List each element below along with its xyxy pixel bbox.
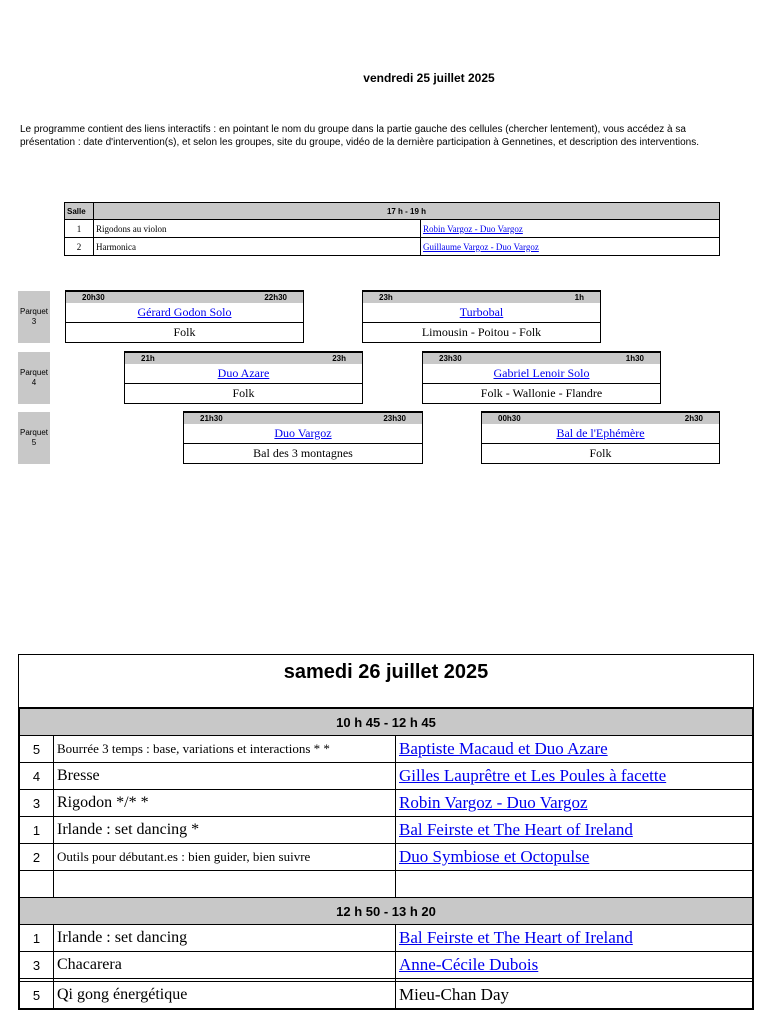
slot-genre: Bal des 3 montagnes bbox=[253, 446, 353, 460]
table-row bbox=[20, 817, 753, 844]
activity-cell: Harmonica bbox=[94, 238, 421, 256]
activity-cell: Rigodons au violon bbox=[94, 220, 421, 238]
salle-time-header: 17 h - 19 h bbox=[94, 203, 720, 220]
group-link[interactable]: Bal Feirste et The Heart of Ireland bbox=[399, 928, 633, 947]
salle-header-row bbox=[65, 203, 720, 220]
activity-cell: Irlande : set dancing bbox=[54, 925, 396, 952]
group-link[interactable]: Robin Vargoz - Duo Vargoz bbox=[399, 793, 588, 812]
slot-box bbox=[183, 411, 423, 464]
empty-row bbox=[20, 871, 753, 898]
slot-box bbox=[422, 351, 661, 404]
salle-number: 1 bbox=[20, 925, 54, 952]
activity-cell: Chacarera bbox=[54, 952, 396, 979]
friday-title: vendredi 25 juillet 2025 bbox=[363, 71, 495, 85]
slot-start: 21h30 bbox=[200, 414, 223, 423]
group-link[interactable]: Duo Vargoz bbox=[274, 426, 332, 440]
group-link[interactable]: Anne-Cécile Dubois bbox=[399, 955, 539, 974]
group-cell: Mieu-Chan Day bbox=[396, 982, 753, 1009]
activity-cell: Irlande : set dancing * bbox=[54, 817, 396, 844]
parquet-label: Parquet 4 bbox=[18, 352, 50, 404]
group-link[interactable]: Baptiste Macaud et Duo Azare bbox=[399, 739, 608, 758]
salle-number: 3 bbox=[20, 952, 54, 979]
salle-number: 2 bbox=[20, 844, 54, 871]
salle-number: 3 bbox=[20, 790, 54, 817]
slot-time bbox=[66, 290, 303, 303]
slot-start: 20h30 bbox=[82, 293, 105, 302]
session-header bbox=[20, 709, 753, 736]
session-time: 12 h 50 - 13 h 20 bbox=[20, 898, 753, 925]
slot-start: 23h30 bbox=[439, 354, 462, 363]
slot-end: 1h30 bbox=[625, 354, 644, 363]
slot-box bbox=[65, 290, 304, 343]
slot-end: 23h bbox=[332, 354, 346, 363]
group-link[interactable]: Bal Feirste et The Heart of Ireland bbox=[399, 820, 633, 839]
activity-cell: Outils pour débutant.es : bien guider, bien suivre bbox=[54, 844, 396, 871]
table-row bbox=[20, 952, 753, 979]
salle-table bbox=[64, 202, 720, 256]
table-row bbox=[65, 238, 720, 256]
salle-number: 1 bbox=[20, 817, 54, 844]
slot-end: 22h30 bbox=[264, 293, 287, 302]
slot-genre: Limousin - Poitou - Folk bbox=[421, 325, 542, 339]
session-time: 10 h 45 - 12 h 45 bbox=[20, 709, 753, 736]
salle-number: 5 bbox=[20, 982, 54, 1009]
salle-number: 5 bbox=[20, 736, 54, 763]
slot-genre: Folk - Wallonie - Flandre bbox=[480, 386, 603, 400]
salle-number: 1 bbox=[65, 220, 94, 238]
table-row bbox=[20, 790, 753, 817]
parquet-label: Parquet 3 bbox=[18, 291, 50, 343]
group-link[interactable]: Bal de l'Ephémère bbox=[556, 426, 645, 440]
activity-cell: Rigodon */* * bbox=[54, 790, 396, 817]
slot-start: 00h30 bbox=[498, 414, 521, 423]
table-row bbox=[20, 763, 753, 790]
saturday-title: samedi 26 juillet 2025 bbox=[19, 655, 753, 708]
salle-number: 4 bbox=[20, 763, 54, 790]
group-link[interactable]: Robin Vargoz - Duo Vargoz bbox=[423, 223, 523, 234]
group-link[interactable]: Gérard Godon Solo bbox=[137, 305, 232, 319]
activity-cell: Bresse bbox=[54, 763, 396, 790]
table-row bbox=[20, 982, 753, 1009]
slot-box bbox=[362, 290, 601, 343]
salle-header: Salle bbox=[65, 203, 94, 220]
table-row bbox=[20, 925, 753, 952]
slot-start: 21h bbox=[141, 354, 155, 363]
group-link[interactable]: Gilles Lauprêtre et Les Poules à facette bbox=[399, 766, 667, 785]
table-row bbox=[65, 220, 720, 238]
activity-cell: Bourrée 3 temps : base, variations et interactions * * bbox=[54, 736, 396, 763]
group-link[interactable]: Duo Azare bbox=[217, 366, 270, 380]
slot-genre: Folk bbox=[173, 325, 196, 339]
group-link[interactable]: Guillaume Vargoz - Duo Vargoz bbox=[423, 241, 539, 252]
group-link[interactable]: Duo Symbiose et Octopulse bbox=[399, 847, 590, 866]
slot-genre: Folk bbox=[589, 446, 612, 460]
activity-cell: Qi gong énergétique bbox=[54, 982, 396, 1009]
session-header bbox=[20, 898, 753, 925]
table-row bbox=[20, 844, 753, 871]
intro-text: Le programme contient des liens interactifs : en pointant le nom du groupe dans la partie gauche des cellules (chercher lentement), vous accédez à sa présentation : date d'intervention(s), et selon les groupes, site du groupe, vidéo de la dernière participation à Gennetines, et description des interventions. bbox=[20, 124, 699, 148]
slot-time bbox=[482, 411, 719, 424]
slot-time bbox=[423, 351, 660, 364]
slot-end: 2h30 bbox=[684, 414, 703, 423]
slot-time bbox=[125, 351, 362, 364]
salle-number: 2 bbox=[65, 238, 94, 256]
saturday-table bbox=[18, 654, 754, 1010]
slot-end: 1h bbox=[574, 293, 584, 302]
group-link[interactable]: Turbobal bbox=[459, 305, 504, 319]
slot-time bbox=[184, 411, 422, 424]
slot-genre: Folk bbox=[232, 386, 255, 400]
saturday-grid bbox=[19, 708, 753, 1009]
slot-time bbox=[363, 290, 600, 303]
group-link[interactable]: Gabriel Lenoir Solo bbox=[493, 366, 590, 380]
slot-box bbox=[481, 411, 720, 464]
parquet-label: Parquet 5 bbox=[18, 412, 50, 464]
slot-box bbox=[124, 351, 363, 404]
slot-start: 23h bbox=[379, 293, 393, 302]
table-row bbox=[20, 736, 753, 763]
slot-end: 23h30 bbox=[383, 414, 406, 423]
